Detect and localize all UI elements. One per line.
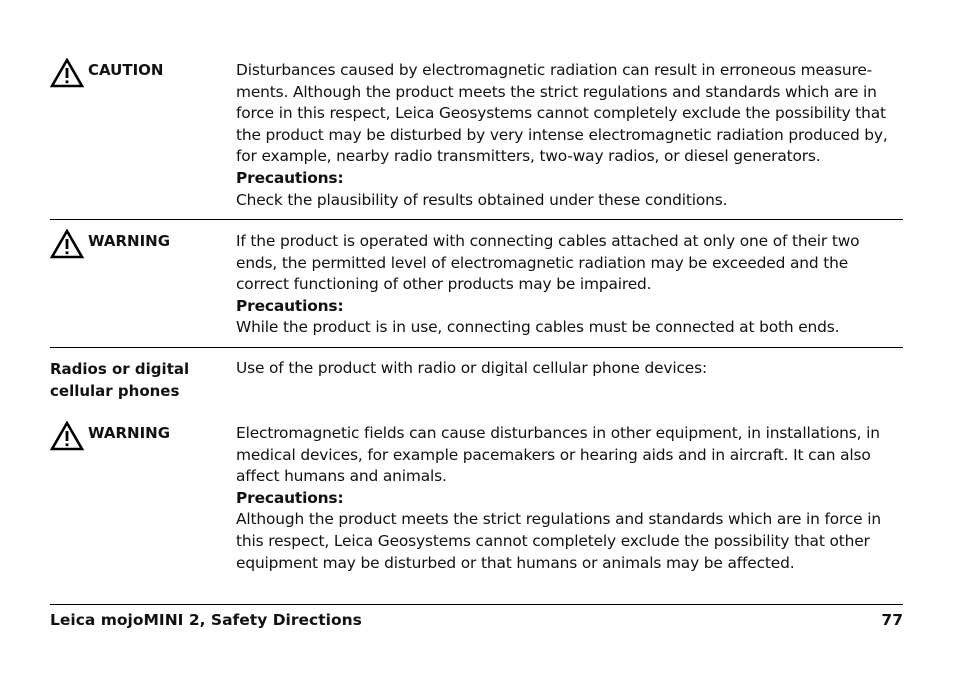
radios-heading: Radios or digital cellular phones — [50, 360, 190, 400]
caution-text: Disturbances caused by electromagnetic radiation can result in erroneous measure-ments. Although the product meets the strict regulations and standards which are in force in this respect, Leica Geosystems cannot completely exclude the possibility that the product may be disturbed by very intense electromagnetic radiation produced by, for example, nearby radio transmitters, two-way radios, or diesel generators. — [236, 61, 888, 166]
radios-text: Use of the product with radio or digital cellular phone devices: — [236, 359, 708, 377]
warning-body — [236, 423, 903, 574]
radios-body — [236, 358, 903, 380]
footer-title: Leica mojoMINI 2, Safety Directions — [50, 611, 362, 629]
warning-precautions-heading: Precautions: — [236, 488, 344, 507]
warning-triangle-icon — [50, 229, 84, 259]
warning-precautions-heading: Precautions: — [236, 296, 344, 315]
warning-text: Electromagnetic fields can cause disturbances in other equipment, in installations, in medical devices, for example pacemakers or hearing aids and in aircraft. It can also affect humans and animals. — [236, 424, 880, 486]
warning-precautions-text: Although the product meets the strict regulations and standards which are in force in this respect, Leica Geosystems cannot completely exclude the possibility that other equipment may be disturbed or that humans or animals may be affected. — [236, 510, 881, 572]
warning-triangle-icon — [50, 58, 84, 88]
caution-body — [236, 60, 903, 211]
footer-rule — [50, 604, 903, 605]
warning-text: If the product is operated with connecting cables attached at only one of their two ends, the permitted level of electromagnetic radiation may be exceeded and the correct functioning of other products may be impaired. — [236, 232, 860, 294]
caution-label-text: CAUTION — [88, 61, 164, 79]
warning-body — [236, 231, 903, 339]
page-footer — [50, 610, 903, 630]
warning-label-text: WARNING — [88, 232, 171, 250]
page-number: 77 — [881, 611, 903, 629]
section-divider — [50, 347, 903, 348]
warning-triangle-icon — [50, 421, 84, 451]
caution-precautions-heading: Precautions: — [236, 168, 344, 187]
warning-precautions-text: While the product is in use, connecting cables must be connected at both ends. — [236, 318, 840, 337]
caution-precautions-text: Check the plausibility of results obtained under these conditions. — [236, 190, 728, 209]
section-divider — [50, 219, 903, 220]
document-page — [50, 0, 903, 677]
warning-label-text: WARNING — [88, 424, 171, 442]
